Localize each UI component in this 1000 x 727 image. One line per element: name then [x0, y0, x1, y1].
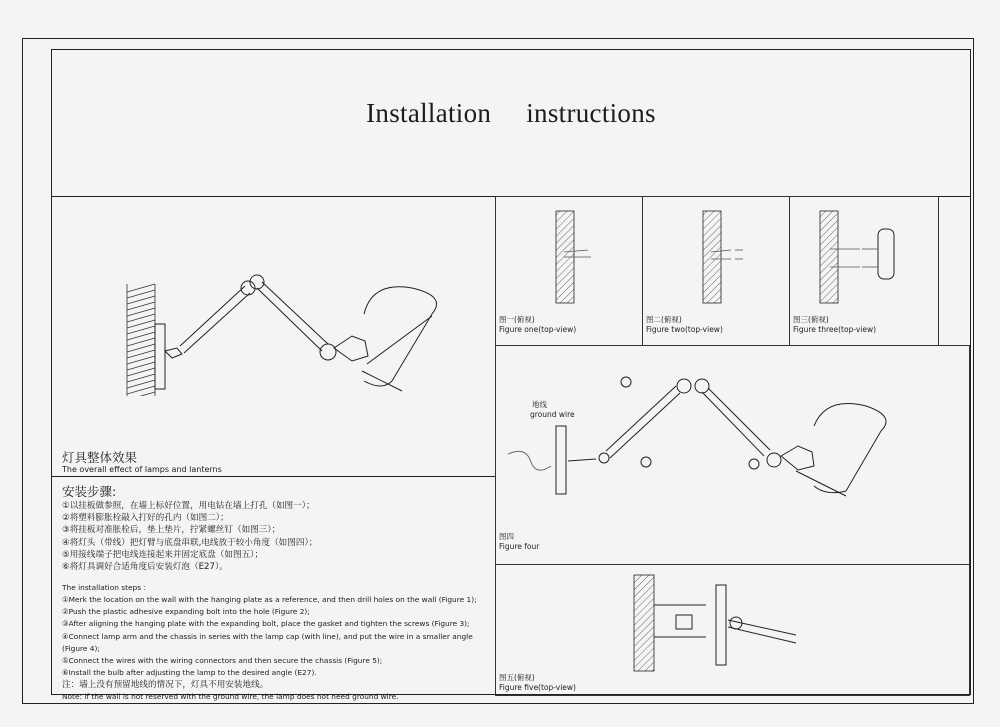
figure-four-diagram — [496, 346, 969, 526]
steps-heading-cn: 安装步骤: — [62, 484, 117, 499]
figure-four-label-en: Figure four — [499, 542, 540, 551]
step-cn-2: ②将塑料膨胀栓敲入打好的孔内（如图二）； — [62, 513, 229, 524]
step-en-1: ①Merk the location on the wall with the hanging plate as a reference, and then drill holes on the wall (Figure 1); — [62, 595, 477, 605]
figure-three-diagram — [790, 197, 938, 307]
overall-lamp-illustration — [52, 196, 482, 396]
figure-two-cell — [642, 196, 790, 346]
right-panel — [495, 196, 970, 696]
overall-effect-title-en: The overall effect of lamps and lanterns — [62, 465, 222, 474]
figure-one-label-en: Figure one(top-view) — [499, 325, 577, 334]
step-en-4: ④Connect lamp arm and the chassis in series with the lamp cap (with line), and put the wire in a smaller angle — [62, 631, 473, 641]
step-cn-4: ④将灯头（带线）把灯臂与底盘串联,电线放于较小角度（如图四）； — [62, 537, 318, 548]
note-cn: 注：墙上没有预留地线的情况下，灯具不用安装地线。 — [62, 680, 269, 691]
steps-list-cn — [62, 500, 317, 573]
figure-five-label-en: Figure five(top-view) — [499, 683, 576, 692]
document-frame — [51, 49, 971, 702]
step-en-4b: (Figure 4); — [62, 643, 100, 653]
figure-two-label-en: Figure two(top-view) — [646, 325, 723, 334]
figure-two-diagram — [643, 197, 789, 307]
left-panel — [52, 196, 496, 702]
step-en-3: ③After aligning the hanging plate with the expanding bolt, place the gasket and tighten the screws (Figure 3); — [62, 619, 470, 629]
step-en-5: ⑤Connect the wires with the wiring connectors and then secure the chassis (Figure 5); — [62, 655, 383, 665]
figure-three-label-en: Figure three(top-view) — [793, 325, 877, 334]
step-cn-1: ①以挂板做参照，在墙上标好位置，用电钻在墙上打孔（如图一）； — [62, 501, 315, 511]
step-en-6: ⑥Install the bulb after adjusting the lamp to the desired angle (E27). — [62, 668, 317, 678]
steps-heading-en: The installation steps : — [62, 583, 146, 592]
overall-effect-title-cn: 灯具整体效果 — [62, 450, 138, 465]
step-cn-6: ⑥将灯具调好合适角度后安装灯泡（E27）。 — [62, 562, 228, 573]
figure-five-label-cn: 图五(俯视) — [499, 673, 535, 682]
page-title: Installation instructions — [366, 98, 656, 128]
figure-three-cell — [789, 196, 939, 346]
step-cn-5: ⑤用接线端子把电线连接起来并固定底盘（如图五）； — [62, 549, 264, 560]
wall-hatch — [127, 284, 155, 396]
outer-frame — [22, 38, 974, 704]
divider — [52, 476, 495, 477]
steps-list-en — [62, 582, 487, 704]
ground-wire-label-en: ground wire — [530, 410, 575, 419]
figure-five-diagram — [496, 565, 969, 675]
figure-one-diagram — [496, 197, 642, 307]
ground-wire-label-cn: 地线 — [532, 400, 547, 409]
step-en-2: ②Push the plastic adhesive expanding bolt into the hole (Figure 2); — [62, 607, 310, 617]
figure-one-cell — [495, 196, 643, 346]
step-cn-3: ③将挂板对准胀栓后，垫上垫片，拧紧螺丝钉（如图三）； — [62, 525, 281, 536]
figure-one-label-cn: 图一(俯视) — [499, 315, 535, 324]
title-box — [52, 50, 970, 197]
figure-four-cell — [495, 345, 970, 565]
figure-two-label-cn: 图二(俯视) — [646, 315, 682, 324]
note-en: Note: if the wall is not reserved with the ground wire, the lamp does not need ground wire. — [62, 692, 399, 702]
figure-four-label-cn: 图四 — [499, 532, 514, 541]
figure-three-label-cn: 图三(俯视) — [793, 315, 829, 324]
figure-five-cell — [495, 564, 970, 696]
